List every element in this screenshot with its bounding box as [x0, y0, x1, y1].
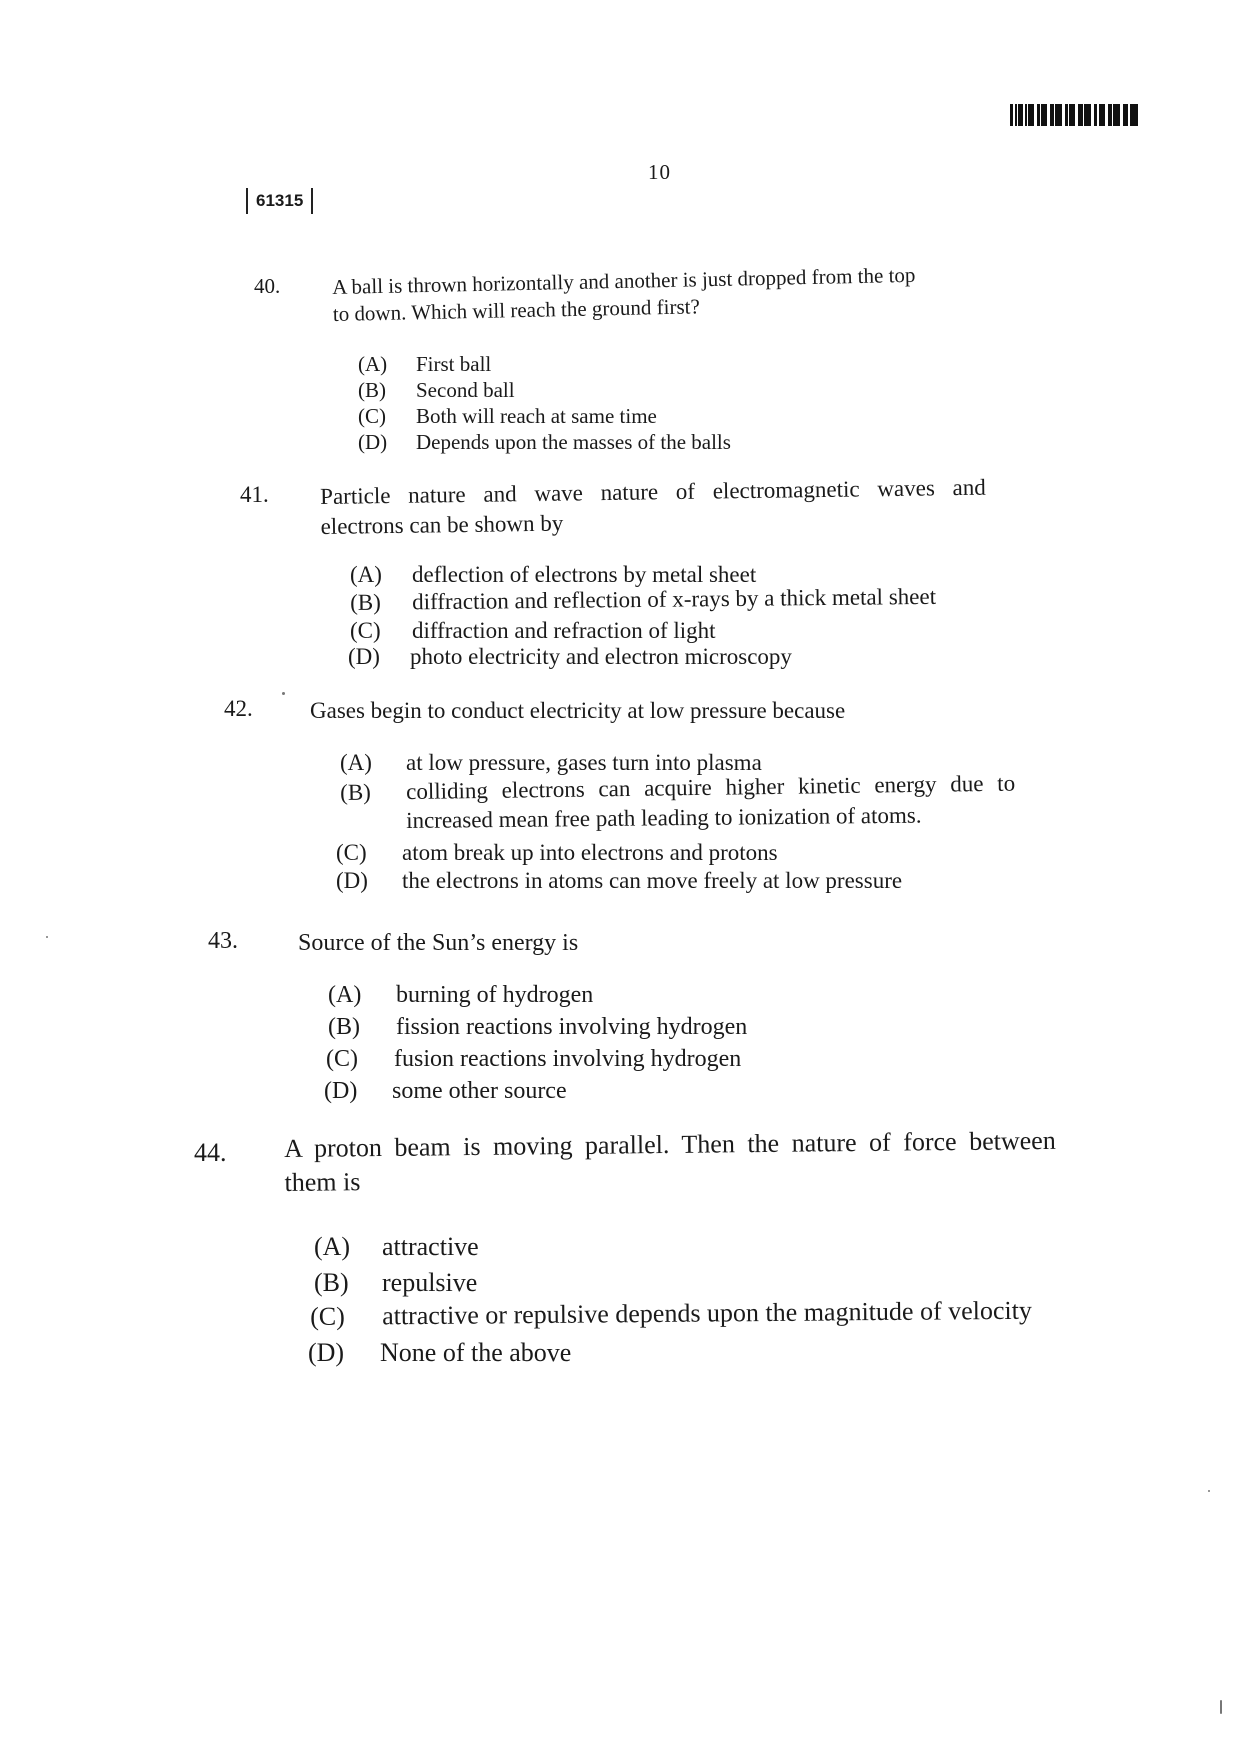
question-text-line: electrons can be shown by	[320, 510, 564, 539]
option-label: (A)	[328, 982, 362, 1008]
option-d	[308, 1338, 571, 1368]
question-43	[208, 928, 1108, 1128]
option-text: increased mean free path leading to ionization of atoms.	[406, 802, 922, 833]
option-text: attractive	[382, 1232, 479, 1261]
option-text: attractive or repulsive depends upon the magnitude of velocity	[381, 1295, 1033, 1331]
question-text-line: Particle nature and wave nature of electromagnetic waves and	[320, 474, 986, 509]
question-text-line: to down. Which will reach the ground first?	[332, 294, 701, 327]
option-text: atom break up into electrons and protons	[402, 840, 778, 865]
option-label: (B)	[358, 378, 386, 402]
option-text: diffraction and refraction of light	[412, 618, 716, 643]
option-text: burning of hydrogen	[396, 982, 594, 1008]
question-text-line: Source of the Sun’s energy is	[298, 930, 579, 956]
question-text	[310, 696, 845, 726]
scan-speck	[46, 936, 48, 938]
option-label: (A)	[350, 562, 382, 587]
option-a	[314, 1232, 479, 1262]
option-label: (D)	[336, 868, 368, 893]
option-label: (C)	[310, 1301, 345, 1331]
option-text: fission reactions involving hydrogen	[396, 1014, 748, 1040]
option-text: Both will reach at same time	[416, 404, 657, 428]
option-b-continued	[406, 803, 922, 834]
question-number: 40.	[254, 274, 281, 298]
option-text: diffraction and reflection of x-rays by a thick metal sheet	[411, 583, 937, 615]
option-text: Second ball	[416, 378, 515, 402]
option-b	[350, 584, 936, 616]
option-label: (C)	[336, 840, 367, 865]
option-a	[328, 982, 593, 1009]
option-text: repulsive	[382, 1268, 478, 1297]
option-d	[336, 868, 902, 894]
option-text: colliding electrons can acquire higher kinetic energy due to	[405, 770, 1016, 805]
option-label: (C)	[326, 1046, 358, 1072]
paper-code	[246, 188, 313, 214]
option-label: (B)	[328, 1014, 360, 1040]
question-text-line: A proton beam is moving parallel. Then the nature of force between	[284, 1125, 1056, 1163]
option-text: some other source	[392, 1078, 567, 1104]
question-text-line: Gases begin to conduct electricity at low pressure because	[310, 698, 846, 723]
option-c	[336, 840, 778, 866]
option-label: (A)	[358, 352, 388, 376]
option-a	[340, 750, 762, 776]
option-text: None of the above	[380, 1338, 572, 1367]
question-text	[320, 473, 986, 542]
question-number: 41.	[240, 482, 269, 507]
question-text	[332, 262, 916, 329]
option-label: (B)	[340, 779, 372, 805]
option-b	[314, 1268, 477, 1298]
option-c	[310, 1296, 1032, 1332]
option-text: photo electricity and electron microscopy	[410, 644, 792, 669]
option-text: Depends upon the masses of the balls	[416, 430, 731, 454]
option-d	[324, 1078, 567, 1105]
page-number: 10	[648, 160, 671, 184]
scan-speck	[1208, 1490, 1210, 1492]
code-left-bracket	[246, 188, 248, 214]
option-label: (C)	[358, 404, 386, 428]
paper-code-text: 61315	[256, 191, 304, 210]
option-c	[358, 404, 657, 429]
option-text: at low pressure, gases turn into plasma	[406, 750, 762, 775]
option-b	[358, 378, 515, 403]
question-42	[224, 696, 1124, 896]
scan-speck	[282, 692, 285, 695]
barcode	[1010, 104, 1166, 126]
question-text-line: them is	[284, 1167, 361, 1197]
option-text: deflection of electrons by metal sheet	[412, 562, 757, 587]
option-label: (B)	[314, 1268, 349, 1297]
option-c	[350, 618, 716, 644]
option-label: (D)	[324, 1078, 358, 1104]
option-c	[326, 1046, 741, 1073]
question-text	[284, 1124, 1056, 1200]
option-label: (B)	[350, 589, 381, 615]
question-number: 44.	[194, 1138, 227, 1167]
option-a	[358, 352, 491, 377]
option-b	[328, 1014, 747, 1041]
question-number: 42.	[224, 696, 253, 721]
option-a	[350, 562, 756, 588]
question-40	[254, 262, 1094, 474]
question-text	[298, 928, 578, 959]
option-text: fusion reactions involving hydrogen	[394, 1046, 742, 1072]
scan-speck	[1220, 1700, 1222, 1714]
code-right-bracket	[311, 188, 313, 214]
question-text-line: A ball is thrown horizontally and another is just dropped from the top	[332, 262, 916, 299]
question-44	[194, 1125, 1154, 1378]
option-label: (D)	[348, 644, 380, 669]
option-d	[348, 644, 792, 670]
option-label: (D)	[358, 430, 388, 454]
option-d	[358, 430, 731, 455]
option-text: the electrons in atoms can move freely at low pressure	[402, 868, 903, 893]
option-label: (C)	[350, 618, 381, 643]
option-label: (D)	[308, 1338, 345, 1367]
option-text: First ball	[416, 352, 492, 376]
option-label: (A)	[340, 750, 372, 775]
option-label: (A)	[314, 1232, 351, 1261]
question-41	[240, 474, 1100, 682]
question-number: 43.	[208, 928, 238, 954]
